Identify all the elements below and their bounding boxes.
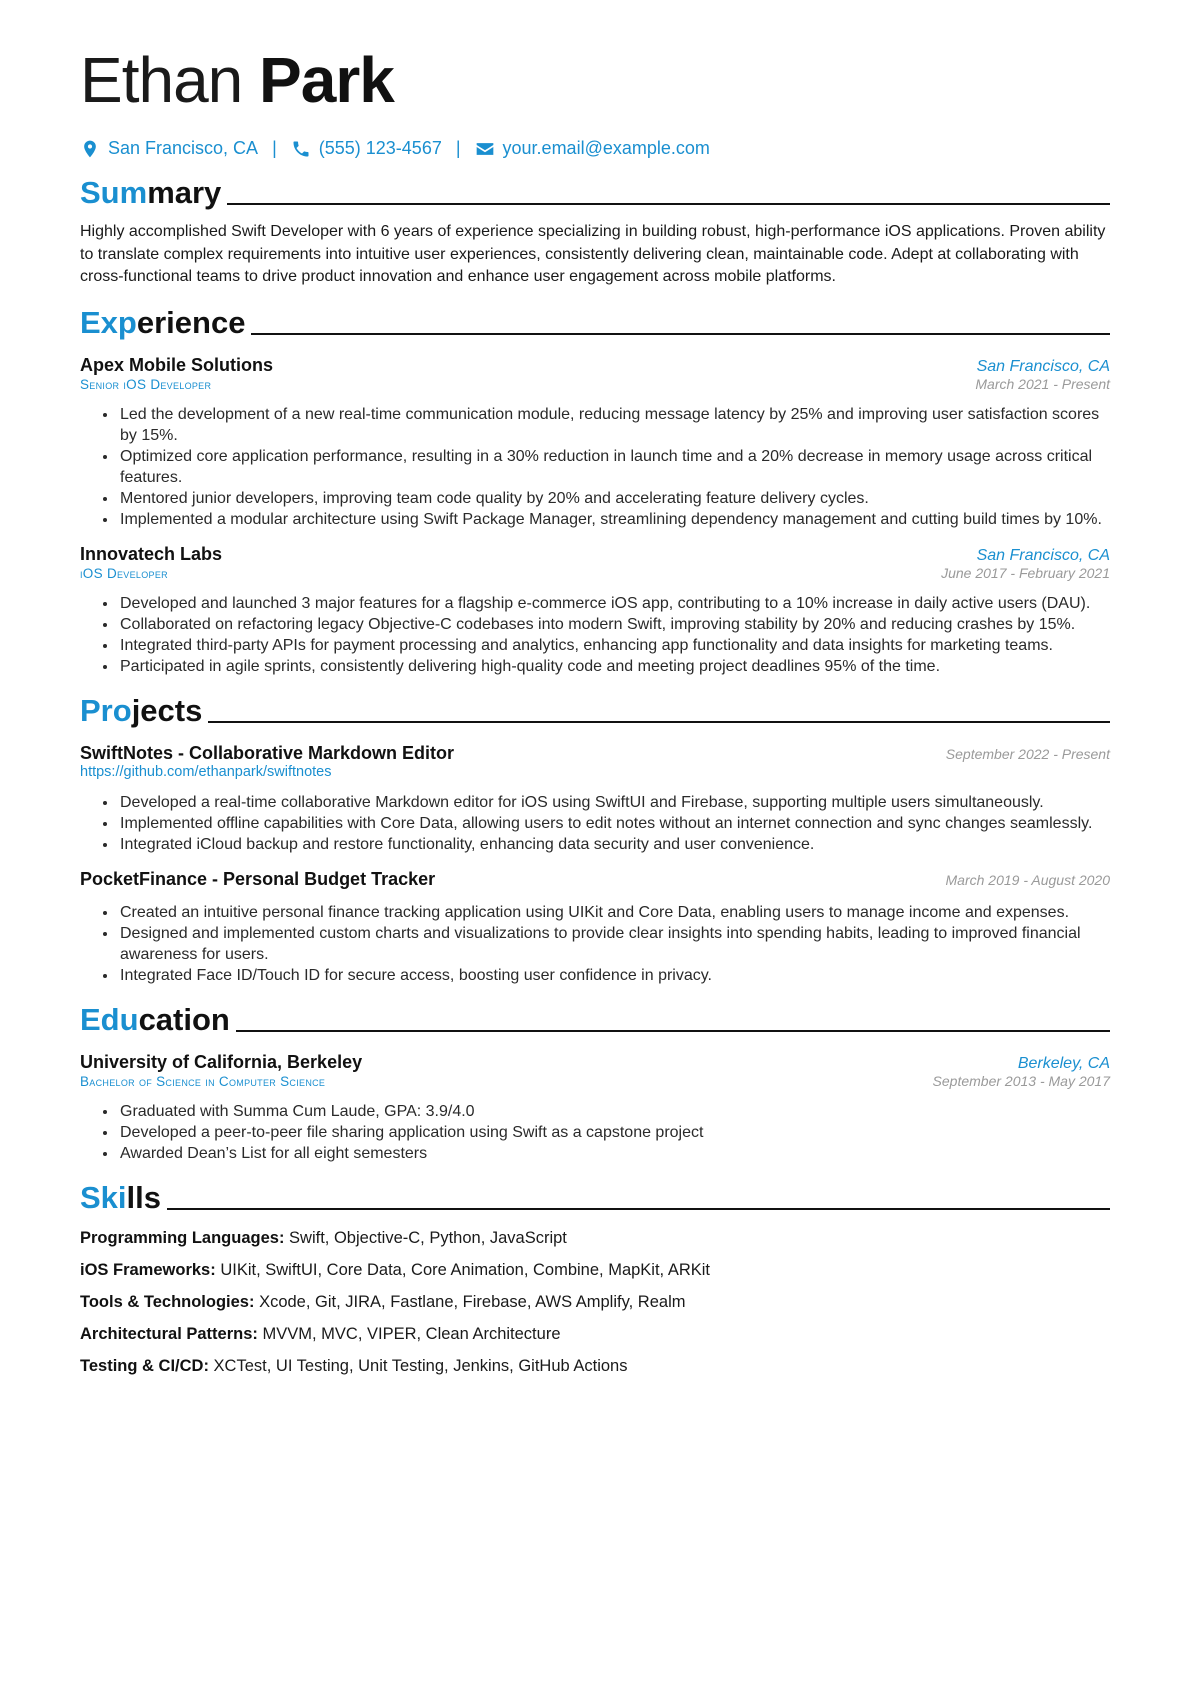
- section-title: [80, 693, 202, 729]
- project-bullets: [80, 792, 1110, 855]
- contact-email[interactable]: [475, 138, 710, 159]
- job-location: San Francisco, CA: [976, 357, 1110, 375]
- section-rule: [236, 1030, 1110, 1032]
- job-bullets: [80, 404, 1110, 530]
- list-item: • Integrated third-party APIs for payment processing and analytics, enhancing app functionality and data insights for marketing teams.: [118, 635, 1110, 656]
- skill-label: iOS Frameworks:: [80, 1260, 216, 1279]
- project-name: PocketFinance - Personal Budget Tracker: [80, 868, 436, 889]
- list-item: • Implemented offline capabilities with Core Data, allowing users to edit notes without an internet connection and sync changes seamlessly.: [118, 813, 1110, 834]
- contact-separator: |: [272, 138, 277, 158]
- skill-label: Tools & Technologies:: [80, 1292, 255, 1311]
- company-name: Innovatech Labs: [80, 543, 223, 564]
- section-title: [80, 1180, 161, 1216]
- education-entry: [80, 1052, 1110, 1164]
- contact-location: [80, 138, 258, 159]
- job-location: San Francisco, CA: [976, 546, 1110, 564]
- title-rest: lls: [126, 1179, 161, 1215]
- company-name: Apex Mobile Solutions: [80, 354, 274, 375]
- list-item: • Developed a real-time collaborative Markdown editor for iOS using SwiftUI and Firebase, supporting multiple users simultaneously.: [118, 792, 1110, 813]
- job-role: Senior iOS Developer: [80, 376, 212, 392]
- list-item: • Optimized core application performance, resulting in a 30% reduction in launch time and a 20% decrease in memory usage across critical features.: [118, 446, 1110, 488]
- section-rule: [251, 333, 1110, 335]
- school-name: University of California, Berkeley: [80, 1051, 363, 1072]
- skills-list: [80, 1228, 1110, 1376]
- contact-separator: |: [455, 138, 461, 158]
- list-item: • Participated in agile sprints, consistently delivering high-quality code and meeting project deadlines 95% of the time.: [118, 656, 1110, 677]
- skill-label: Architectural Patterns:: [80, 1324, 258, 1343]
- list-item: • Collaborated on refactoring legacy Objective-C codebases into modern Swift, improving stability by 20% and reducing crashes by 15%.: [118, 614, 1110, 635]
- section-rule: [208, 721, 1110, 723]
- contact-phone[interactable]: [291, 138, 442, 159]
- section-heading: [80, 1174, 1110, 1216]
- experience-section: [80, 299, 1110, 677]
- summary-section: [80, 169, 1110, 289]
- skill-row: [80, 1292, 1110, 1312]
- section-rule: [167, 1208, 1110, 1210]
- skill-value: Xcode, Git, JIRA, Fastlane, Firebase, AWS Amplify, Realm: [259, 1292, 686, 1311]
- map-pin-icon: [80, 139, 100, 159]
- summary-text: Highly accomplished Swift Developer with 6 years of experience specializing in building robust, high-performance iOS applications. Proven ability to translate complex requirements into intuitive user experiences, consistently delivering clean, maintainable code. Adept at collaborating with cross-functional teams to drive product innovation and enhance user engagement across mobile platforms.: [80, 223, 1106, 285]
- project-name: SwiftNotes - Collaborative Markdown Editor: [80, 742, 455, 763]
- title-rest: erience: [136, 304, 246, 340]
- project-dates: March 2019 - August 2020: [945, 871, 1110, 888]
- email-text: your.email@example.com: [502, 138, 710, 158]
- first-name: Ethan: [80, 44, 243, 116]
- list-item: • Designed and implemented custom charts and visualizations to provide clear insights into spending habits, leading to improved financial awareness for users.: [118, 923, 1110, 965]
- job-entry: [80, 355, 1110, 530]
- title-accent: Ski: [80, 1179, 127, 1215]
- section-title: [80, 175, 221, 211]
- project-entry: [80, 869, 1110, 986]
- phone-icon: [291, 139, 311, 159]
- title-accent: Exp: [80, 304, 137, 340]
- skill-value: MVVM, MVC, VIPER, Clean Architecture: [262, 1324, 561, 1343]
- list-item: • Developed and launched 3 major features for a flagship e-commerce iOS app, contributing to a 10% increase in daily active users (DAU).: [118, 593, 1110, 614]
- education-dates: September 2013 - May 2017: [932, 1072, 1110, 1089]
- list-item: • Mentored junior developers, improving team code quality by 20% and accelerating feature delivery cycles.: [118, 488, 1110, 509]
- resume-name: [80, 40, 1110, 120]
- title-accent: Pro: [80, 692, 132, 728]
- project-bullets: [80, 902, 1110, 986]
- title-rest: jects: [131, 692, 203, 728]
- list-item: • Awarded Dean’s List for all eight semesters: [118, 1143, 1110, 1164]
- skill-row: [80, 1260, 1110, 1280]
- section-rule: [227, 203, 1110, 205]
- skill-row: [80, 1324, 1110, 1344]
- skill-value: Swift, Objective-C, Python, JavaScript: [289, 1228, 567, 1247]
- school-location: Berkeley, CA: [1017, 1054, 1110, 1072]
- skills-section: [80, 1174, 1110, 1376]
- education-section: [80, 996, 1110, 1164]
- title-rest: cation: [138, 1001, 230, 1037]
- location-text: San Francisco, CA: [108, 138, 259, 158]
- skill-value: XCTest, UI Testing, Unit Testing, Jenkins, GitHub Actions: [213, 1356, 628, 1375]
- section-title: [80, 305, 245, 341]
- list-item: • Developed a peer-to-peer file sharing application using Swift as a capstone project: [118, 1122, 1110, 1143]
- degree: Bachelor of Science in Computer Science: [80, 1073, 326, 1089]
- section-heading: [80, 299, 1110, 341]
- job-role: iOS Developer: [80, 565, 168, 581]
- phone-text: (555) 123-4567: [318, 138, 442, 158]
- job-dates: March 2021 - Present: [975, 375, 1110, 392]
- skill-row: [80, 1228, 1110, 1248]
- list-item: • Implemented a modular architecture using Swift Package Manager, streamlining dependency management and cutting build times by 10%.: [118, 509, 1110, 530]
- project-entry: [80, 743, 1110, 855]
- projects-section: [80, 687, 1110, 986]
- skill-row: [80, 1356, 1110, 1376]
- list-item: • Integrated Face ID/Touch ID for secure access, boosting user confidence in privacy.: [118, 965, 1110, 986]
- envelope-icon: [475, 139, 495, 159]
- title-accent: Sum: [80, 175, 148, 210]
- list-item: • Integrated iCloud backup and restore functionality, enhancing data security and user convenience.: [118, 834, 1110, 855]
- skill-label: Testing & CI/CD:: [80, 1356, 209, 1375]
- contact-info: [80, 138, 1110, 159]
- title-rest: mary: [147, 175, 222, 210]
- list-item: • Led the development of a new real-time communication module, reducing message latency by 25% and improving user satisfaction scores by 15%.: [118, 404, 1110, 446]
- job-dates: June 2017 - February 2021: [941, 564, 1110, 581]
- section-title: [80, 1002, 230, 1038]
- project-dates: September 2022 - Present: [945, 745, 1110, 762]
- skill-value: UIKit, SwiftUI, Core Data, Core Animation, Combine, MapKit, ARKit: [220, 1260, 710, 1279]
- skill-label: Programming Languages:: [80, 1228, 285, 1247]
- section-heading: [80, 996, 1110, 1038]
- job-entry: [80, 544, 1110, 677]
- project-link[interactable]: https://github.com/ethanpark/swiftnotes: [80, 763, 332, 780]
- job-bullets: [80, 593, 1110, 677]
- list-item: • Created an intuitive personal finance tracking application using UIKit and Core Data, enabling users to manage income and expenses.: [118, 902, 1110, 923]
- section-heading: [80, 687, 1110, 729]
- section-heading: [80, 169, 1110, 211]
- education-bullets: [80, 1101, 1110, 1164]
- last-name: Park: [259, 44, 394, 116]
- title-accent: Edu: [80, 1001, 139, 1037]
- list-item: • Graduated with Summa Cum Laude, GPA: 3.9/4.0: [118, 1101, 1110, 1122]
